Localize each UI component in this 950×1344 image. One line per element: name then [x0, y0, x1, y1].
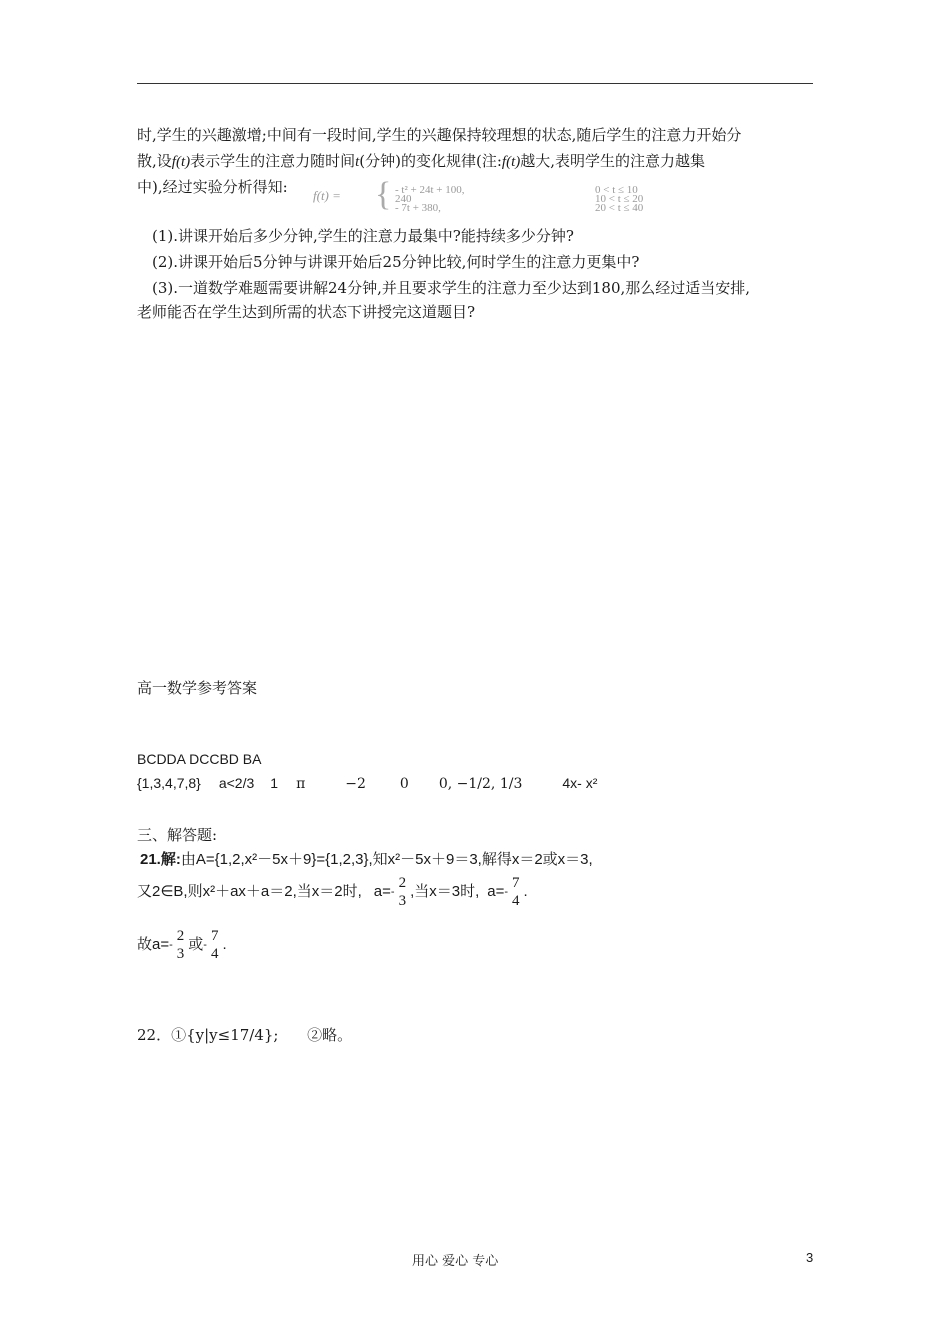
fill-answer-7: 0, −1/2, 1/3: [438, 776, 523, 792]
q21-line-2: 又2∈B,则x²＋ax＋a＝2,当x＝2时, a=- 2 3 ,当x＝3时, a=- 7 4 .: [137, 875, 528, 910]
header-rule: [137, 83, 813, 84]
fill-answer-3: 1: [270, 775, 279, 791]
question-3-line-1: (3).一道数学难题需要讲解24分钟,并且要求学生的注意力至少达到180,那么经过适当安排,: [152, 279, 751, 297]
fill-answer-8: 4x- x²: [562, 775, 598, 791]
fraction-2-3: 2 3: [398, 875, 407, 910]
f-of-t: f(t): [171, 154, 191, 170]
piecewise-cond-3: 20 < t ≤ 40: [595, 202, 644, 214]
fill-answers: [137, 772, 597, 795]
fill-answer-4: π: [296, 776, 306, 792]
piecewise-function: [313, 176, 723, 214]
t-var: t: [355, 154, 360, 170]
q21-label: 21.解:: [140, 851, 181, 868]
fill-answer-5: −2: [345, 776, 366, 792]
fraction-7-4: 7 4: [512, 875, 520, 910]
q21-line-1: 21.解:由A={1,2,x²－5x＋9}={1,2,3},知x²－5x＋9＝3,解得x＝2或x＝3,: [140, 851, 593, 868]
q21-line-3: 故a=- 2 3 或- 7 4 .: [137, 928, 227, 963]
piecewise-row-2: 240: [395, 193, 412, 205]
piecewise-cond-1: 0 < t ≤ 10: [595, 184, 638, 196]
question-1: (1).讲课开始后多少分钟,学生的注意力最集中?能持续多少分钟?: [152, 227, 574, 245]
fill-answer-6: 0: [399, 776, 409, 792]
question-3-line-2: 老师能否在学生达到所需的状态下讲授完这道题目?: [137, 303, 476, 321]
fraction-7-4-final: 7 4: [210, 928, 219, 963]
piecewise-row-1: - t² + 24t + 100,: [395, 184, 465, 196]
question-2: (2).讲课开始后5分钟与讲课开始后25分钟比较,何时学生的注意力更集中?: [152, 253, 640, 271]
intro-line-1: 时,学生的兴趣激增;中间有一段时间,学生的兴趣保持较理想的状态,随后学生的注意力开始分: [137, 126, 742, 144]
piecewise-cond-2: 10 < t ≤ 20: [595, 193, 644, 205]
footer-motto: 用心 爱心 专心: [412, 1254, 499, 1269]
intro-line-3: 中),经过实验分析得知:: [137, 178, 288, 196]
choice-answers: BCDDA DCCBD BA: [137, 751, 262, 767]
fill-answer-1: {1,3,4,7,8}: [137, 775, 201, 791]
answers-heading: 高一数学参考答案: [137, 679, 258, 697]
fraction-2-3-final: 2 3: [176, 928, 185, 963]
piecewise-lhs: f(t) =: [313, 188, 341, 203]
q22-answer: 22．①{y|y≤17/4}; ②略。: [137, 1026, 353, 1044]
piecewise-brace: {: [375, 176, 392, 213]
fill-answer-2: a<2/3: [218, 775, 255, 791]
piecewise-row-3: - 7t + 380,: [395, 202, 441, 214]
page-number: 3: [806, 1250, 814, 1265]
intro-line-2: 散,设f(t)表示学生的注意力随时间t(分钟)的变化规律(注:f(t)越大,表明学生的注意力越集: [137, 152, 706, 170]
section-3-heading: 三、解答题:: [137, 826, 218, 844]
f-of-t-2: f(t): [501, 154, 521, 170]
